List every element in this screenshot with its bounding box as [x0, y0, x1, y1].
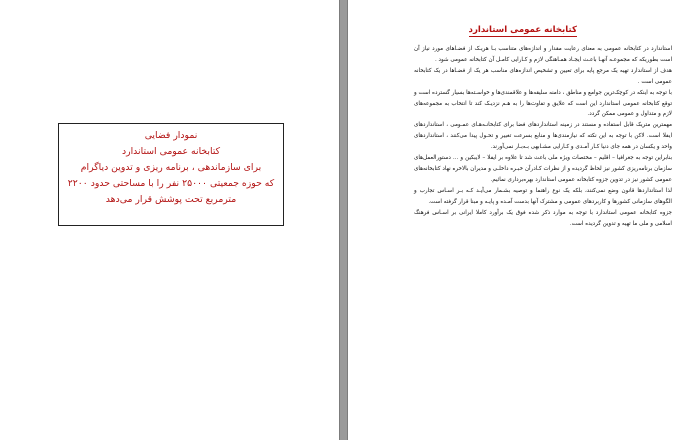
box-line-1: نمودار فضایی: [144, 130, 198, 141]
page-title: کتابخانه عمومی استاندارد: [468, 25, 577, 35]
paragraph: با توجه به اینکه در کوچک‌ترین جوامع و مناطق ، دامنه سلیقه‌ها و علاقمندی‌ها و خواسـته‌ها بسیار گسترده است و توقع کتابخانه عمومی استاندارد این است که علایق و تفاوت‌ها را به هـم نزدیـک کند تا انتخاب به مجموعه‌های لازم و متداول و عمومی ممکن گردد.: [414, 89, 672, 118]
paragraph: بنابراین توجه به جغرافیا – اقلیم – مختصات ویژه ملی باعث شد تا علاوه بر ایفلا – لایبکین و … دستورالعمل‌های سازمان برنامه‌ریزی کشور نیز لحاظ گردیده و از نظرات کـادرآن خبـره داخلـی و مدیران بالاخره نهاد کتابخانه‌های عمومی کشور نیز در تدوین جزوه کتابخانه عمومی استاندارد بهره‌برداری نمائیم.: [414, 155, 672, 183]
summary-box: [58, 123, 284, 226]
box-line-3: برای سازماندهی ، برنامه ریزی و تدوین دیاگرام: [80, 162, 262, 173]
box-line-4: که حوزه جمعیتی ۲۵۰۰۰ نفر را با مساحتی حدود ۲۲۰۰: [67, 178, 275, 189]
paragraph: جزوه کتابخانه عمومی استاندارد با توجه به موارد ذکر شده فوق یک برآورد کاملا ایرانی بر اسـاس فرهنگ اسلامی و ملی ما تهیه و تدوین گردیده است.: [414, 209, 672, 227]
box-line-2: کتابخانه عمومی استاندارد: [121, 146, 221, 157]
body-text: [414, 44, 672, 229]
left-page: [0, 0, 339, 440]
right-page: [348, 0, 688, 440]
paragraph: مهمترین متریک قابل استفاده و مستند در زمینه استانداردهای فضا برای کتابخانـه‌هـای عمـومی ، استانداردهای ایفلا است. لاکن با توجه به این نکته که نیازمندی‌ها و منابع بسرعت تغییر و تحـول پیدا می‌کنند ، استانداردهای واحد و یکسان در همه جای دنیا کـار آمـدی و کـارایی مشـابهی بـه‌بـار نمی‌آورند.: [414, 122, 672, 151]
paragraph: لذا استانداردها قانون وضع نمی‌کنند، بلکه یک نوع راهنما و توصیه بشـمار می‌آیـد کـه بـر اسـاس تجارب و الگوهای سازمانی کشورها و کاربردهای عمومی و مشترک آنها بدست آمـده و پایـه و مبنا قرار گرفته است.: [414, 187, 672, 205]
paragraph: استاندارد در کتابخانه عمومی به معنای رعایت مقدار و اندازه‌های متناسب بـا هریـک از فضـاهای مورد نیاز آن است بطوریکه که مجموعـه آنهـا باعـث ایجـاد همـاهنگی لازم و کـارایی کامـل آن کتابخانه عمومی شود .: [414, 46, 672, 63]
paragraph: هدف از استاندارد تهیه یک مرجع پایه برای تعیین و تشخیص اندازه‌های مناسب هر یک از فضـاها در یک کتابخانه عمومی است .: [414, 67, 672, 85]
box-line-5: مترمربع تحت پوشش قرار می‌دهد: [105, 194, 237, 205]
